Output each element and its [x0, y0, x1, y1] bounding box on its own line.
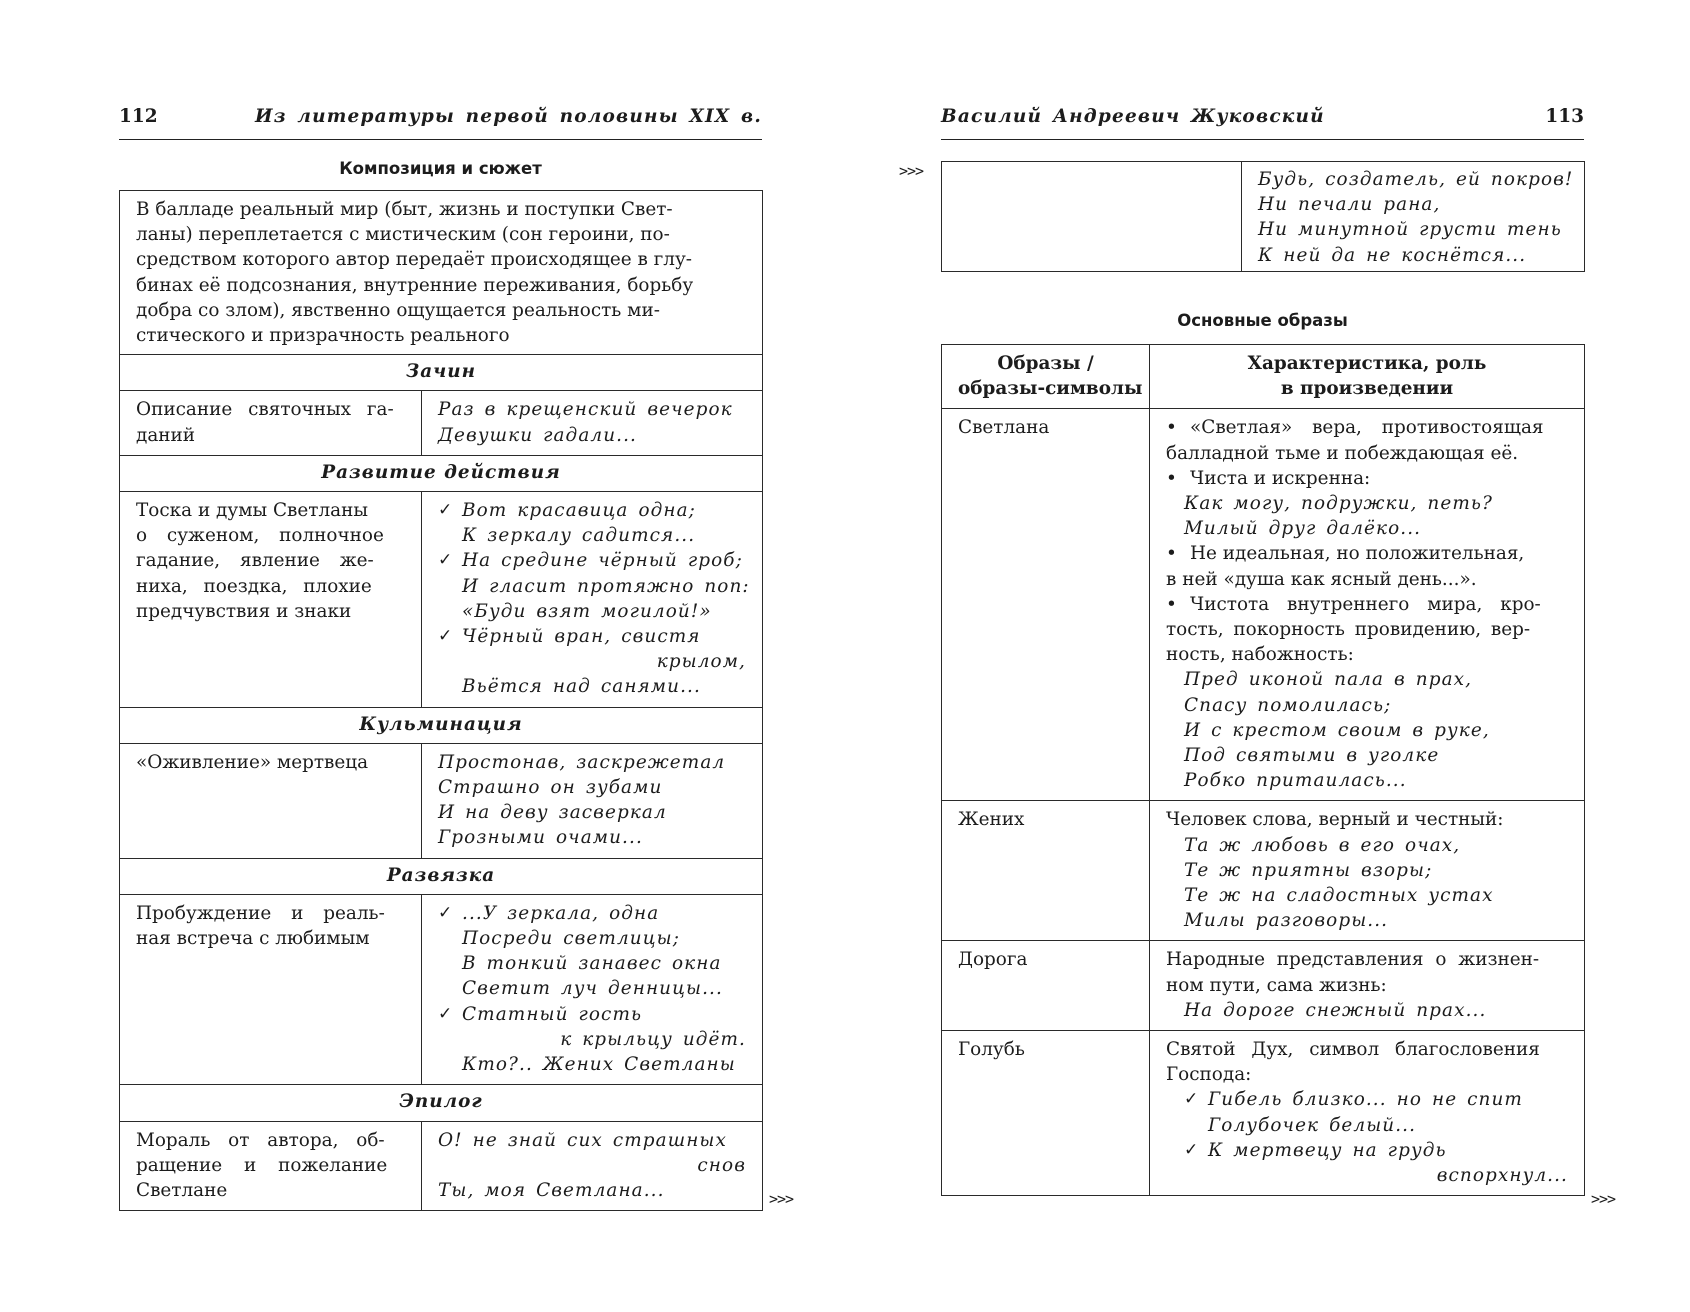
section-title-images: Основные образы	[1177, 311, 1348, 330]
check-mark-icon: ✓	[438, 550, 454, 571]
table-row	[120, 743, 763, 858]
image-name: Дорога	[942, 941, 1150, 1031]
left-running-head	[119, 104, 762, 140]
quote-line: Та ж любовь в его очах,	[1184, 834, 1461, 856]
bullet-item	[1166, 592, 1568, 617]
description-line: Человек слова, верный и честный:	[1166, 809, 1504, 831]
quote-line: И с крестом своим в руке,	[1184, 719, 1490, 741]
quote-line: «Буди взят могилой!»	[462, 600, 712, 622]
table-header-row	[942, 345, 1585, 409]
bullet-icon: •	[1166, 543, 1177, 565]
table-row	[120, 492, 763, 708]
description-line: Господа:	[1166, 1064, 1252, 1086]
images-table	[941, 344, 1585, 1196]
continuation-mark-right: >>>	[1591, 1190, 1616, 1208]
quote-line: Кто?.. Жених Светланы	[462, 1054, 736, 1076]
quote-text: Вот красавица одна;	[462, 500, 696, 522]
description-line: Светлане	[136, 1179, 228, 1201]
quote-line: Милый друг далёко...	[1184, 518, 1422, 540]
carryover-empty-cell	[942, 162, 1242, 272]
description-line: Пробуждение и реаль-	[136, 902, 385, 924]
running-title-left: Из литературы первой половины XIX в.	[255, 106, 762, 127]
quote-line: снов	[697, 1154, 746, 1176]
section-title-composition: Композиция и сюжет	[339, 159, 542, 178]
table-row	[120, 1121, 763, 1211]
bullet-text: Чиста и искренна:	[1190, 467, 1371, 489]
quote-line: На дороге снежный прах...	[1184, 999, 1487, 1021]
header-line: образы-символы	[958, 378, 1143, 400]
intro-line: ланы) переплетается с мистическим (сон героини, по-	[136, 224, 670, 246]
quote-line: Спасу помолилась;	[1184, 694, 1392, 716]
description-line: ращение и пожелание	[136, 1154, 388, 1176]
check-mark-icon: ✓	[438, 500, 454, 521]
bullet-icon: •	[1166, 417, 1177, 439]
description-line: даний	[136, 424, 196, 446]
description-line: Описание святочных га-	[136, 399, 394, 421]
quote-line: Раз в крещенский вечерок	[438, 399, 733, 421]
quote-line: Светит луч денницы...	[462, 978, 723, 1000]
quote-line: Ни печали рана,	[1258, 194, 1441, 216]
quote-line	[1166, 1087, 1568, 1112]
bullet-text: в ней «душа как ясный день...».	[1166, 568, 1477, 590]
quote-line: крылом,	[656, 651, 746, 673]
quote-line: Страшно он зубами	[438, 777, 663, 799]
stage-quote	[422, 743, 763, 858]
quote-text: Чёрный вран, свистя	[462, 626, 701, 648]
stage-quote	[422, 894, 763, 1084]
intro-line: В балладе реальный мир (быт, жизнь и поступки Свет-	[136, 199, 673, 220]
running-title-right: Василий Андреевич Жуковский	[941, 106, 1325, 127]
quote-line	[438, 548, 746, 573]
image-name: Светлана	[942, 409, 1150, 801]
bullet-text: Чистота внутреннего мира, кро-	[1190, 593, 1541, 615]
description-line: о суженом, полночное	[136, 525, 384, 547]
quote-line: И на деву засверкал	[438, 802, 667, 824]
stage-quote	[422, 1121, 763, 1211]
quote-line: Те ж приятны взоры;	[1184, 859, 1433, 881]
stage-title-development: Развитие действия	[120, 455, 763, 491]
header-line: Характеристика, роль	[1247, 353, 1487, 374]
description-line: Святой Дух, символ благословения	[1166, 1039, 1540, 1061]
column-header-images	[942, 345, 1150, 409]
stage-description	[120, 492, 422, 708]
quote-line: Вьётся над санями...	[462, 676, 701, 698]
check-mark-icon: ✓	[1184, 1089, 1200, 1110]
header-line: в произведении	[1280, 378, 1454, 400]
check-mark-icon: ✓	[438, 626, 454, 647]
check-mark-icon: ✓	[1184, 1139, 1200, 1160]
stage-quote	[422, 492, 763, 708]
bullet-text: балладной тьме и побеждающая её.	[1166, 442, 1519, 464]
stage-title-epilogue: Эпилог	[120, 1085, 763, 1121]
carryover-quote	[1242, 162, 1585, 272]
quote-line	[438, 498, 746, 523]
quote-line: Голубочек белый...	[1208, 1114, 1417, 1136]
continuation-mark-left: >>>	[769, 1190, 794, 1208]
description-line: «Оживление» мертвеца	[136, 751, 369, 773]
header-line: Образы /	[997, 353, 1094, 374]
table-row	[942, 1031, 1585, 1196]
table-row	[942, 941, 1585, 1031]
quote-line: Простонав, заскрежетал	[438, 751, 726, 773]
quote-line: Грозными очами...	[438, 827, 643, 849]
quote-line: Под святыми в уголке	[1184, 745, 1440, 767]
stage-title-climax: Кульминация	[120, 707, 763, 743]
quote-line: Милы разговоры...	[1184, 910, 1389, 932]
quote-line	[1166, 1138, 1568, 1163]
intro-line: средством которого автор передаёт происходящее в глу-	[136, 249, 693, 271]
description-line: Мораль от автора, об-	[136, 1129, 385, 1151]
bullet-text: Не идеальная, но положительная,	[1190, 543, 1525, 565]
bullet-text: ность, набожность:	[1166, 644, 1354, 666]
table-row	[942, 409, 1585, 801]
quote-line: Девушки гадали...	[438, 424, 637, 446]
quote-line: Робко притаилась...	[1184, 770, 1407, 792]
table-row	[120, 894, 763, 1084]
bullet-item	[1166, 541, 1568, 566]
quote-line: вспорхнул...	[1436, 1165, 1568, 1187]
bullet-text: тость, покорность провидению, вер-	[1166, 619, 1531, 641]
image-characteristic	[1150, 1031, 1585, 1196]
quote-line: К ней да не коснётся...	[1258, 244, 1527, 266]
check-mark-icon: ✓	[438, 902, 454, 923]
image-name: Голубь	[942, 1031, 1150, 1196]
quote-line: Как могу, подружки, петь?	[1184, 493, 1493, 515]
intro-line: стического и призрачность реального	[136, 325, 510, 347]
quote-line: И гласит протяжно поп:	[462, 575, 750, 597]
continuation-mark-top: >>>	[899, 162, 924, 180]
description-line: Народные представления о жизнен-	[1166, 949, 1540, 971]
check-mark-icon: ✓	[438, 1003, 454, 1024]
bullet-icon: •	[1166, 593, 1177, 615]
quote-line: Ты, моя Светлана...	[438, 1179, 665, 1201]
carryover-table	[941, 161, 1585, 272]
quote-text: Гибель близко... но не спит	[1208, 1089, 1523, 1111]
bullet-icon: •	[1166, 467, 1177, 489]
bullet-item	[1166, 466, 1568, 491]
quote-line: к крыльцу идёт.	[560, 1028, 746, 1050]
quote-text: На средине чёрный гроб;	[462, 550, 743, 572]
composition-intro	[120, 191, 763, 355]
quote-line: Будь, создатель, ей покров!	[1258, 169, 1574, 190]
stage-title-zachin: Зачин	[120, 355, 763, 391]
image-characteristic	[1150, 409, 1585, 801]
stage-description	[120, 1121, 422, 1211]
intro-line: добра со злом), явственно ощущается реальность ми-	[136, 299, 660, 321]
stage-description	[120, 743, 422, 858]
bullet-text: «Светлая» вера, противостоящая	[1190, 417, 1544, 439]
image-characteristic	[1150, 801, 1585, 941]
column-header-role	[1150, 345, 1585, 409]
quote-text: Статный гость	[462, 1003, 643, 1025]
stage-description	[120, 894, 422, 1084]
description-line: гадание, явление же-	[136, 550, 374, 572]
composition-table	[119, 190, 763, 1211]
quote-line	[438, 1002, 746, 1027]
table-row	[120, 391, 763, 455]
quote-line	[438, 901, 746, 926]
quote-line: Ни минутной грусти тень	[1258, 219, 1562, 241]
quote-line: К зеркалу садится...	[462, 525, 696, 547]
right-running-head	[941, 104, 1584, 140]
quote-line: В тонкий занавес окна	[462, 953, 722, 975]
description-line: ниха, поездка, плохие	[136, 575, 372, 597]
description-line: Тоска и думы Светланы	[136, 500, 369, 522]
intro-line: бинах её подсознания, внутренние переживания, борьбу	[136, 274, 694, 296]
image-name: Жених	[942, 801, 1150, 941]
quote-line: Посреди светлицы;	[462, 928, 680, 950]
table-row	[942, 801, 1585, 941]
bullet-item	[1166, 415, 1568, 440]
page-number-right: 113	[1545, 106, 1584, 127]
page-number-left: 112	[119, 106, 158, 127]
image-characteristic	[1150, 941, 1585, 1031]
description-line: ном пути, сама жизнь:	[1166, 974, 1387, 996]
quote-line: О! не знай сих страшных	[438, 1129, 727, 1151]
description-line: ная встреча с любимым	[136, 928, 370, 950]
quote-line: Те ж на сладостных устах	[1184, 885, 1494, 907]
stage-quote	[422, 391, 763, 455]
stage-description	[120, 391, 422, 455]
description-line: предчувствия и знаки	[136, 600, 352, 622]
quote-text: К мертвецу на грудь	[1208, 1139, 1447, 1161]
quote-line: Пред иконой пала в прах,	[1184, 669, 1473, 691]
quote-text: ...У зеркала, одна	[462, 902, 660, 924]
quote-line	[438, 624, 746, 649]
stage-title-denouement: Развязка	[120, 858, 763, 894]
